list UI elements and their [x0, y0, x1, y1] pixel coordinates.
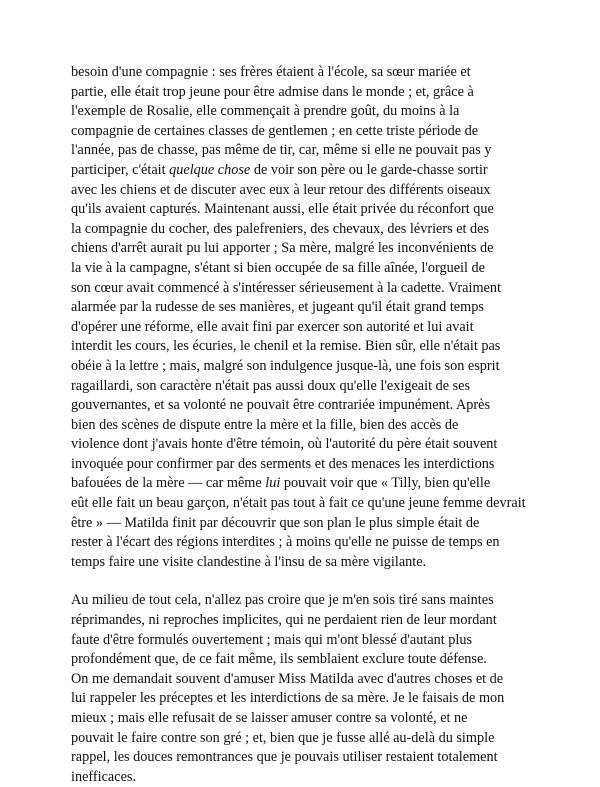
- paragraph-1: [71, 63, 533, 572]
- text-line: temps faire une visite clandestine à l'insu de sa mère vigilante.: [71, 553, 427, 570]
- text-line: pouvait le faire contre son gré ; et, bien que je fusse allé au-delà du simple: [71, 729, 495, 746]
- document-page: [71, 63, 533, 787]
- text-line: On me demandait souvent d'amuser Miss Matilda avec d'autres choses et de: [71, 670, 504, 687]
- text-line: Au milieu de tout cela, n'allez pas croire que je m'en sois tiré sans maintes: [71, 592, 494, 609]
- text-line: eût elle fait un beau garçon, n'était pas tout à fait ce qu'une jeune femme devrait: [71, 495, 526, 512]
- emphasis-text: lui: [265, 475, 281, 492]
- text-line: chiens d'arrêt aurait pu lui apporter ; Sa mère, malgré les inconvénients de: [71, 240, 494, 257]
- text-line: gouvernantes, et sa volonté ne pouvait être contrariée impunément. Après: [71, 397, 491, 414]
- text-line: alarmée par la rudesse de ses manières, et jugeant qu'il était grand temps: [71, 299, 484, 316]
- text-line: rester à l'écart des régions interdites ; à moins qu'elle ne puisse de temps en: [71, 534, 500, 551]
- text-line: bien des scènes de dispute entre la mère et la fille, bien des accès de: [71, 416, 459, 433]
- text-line: besoin d'une compagnie : ses frères étaient à l'école, sa sœur mariée et: [71, 64, 471, 80]
- text-line: ragaillardi, son caractère n'était pas aussi doux qu'elle l'exigeait de ses: [71, 377, 471, 394]
- text-line: [71, 162, 488, 178]
- text-line: interdit les cours, les écuries, le chenil et la remise. Bien sûr, elle n'était pas: [71, 338, 501, 355]
- text-line: rappel, les douces remontrances que je pouvais utiliser restaient totalement: [71, 749, 498, 766]
- text-line: profondément que, de ce fait même, ils semblaient exclure toute défense.: [71, 651, 487, 668]
- text-segment: bafouées de la mère — car même: [71, 475, 266, 492]
- text-line: mieux ; mais elle refusait de se laisser amuser contre sa volonté, et ne: [71, 710, 468, 726]
- text-line: réprimandes, ni reproches implicites, qui ne perdaient rien de leur mordant: [71, 612, 497, 629]
- text-line: [71, 475, 490, 491]
- text-line: la vie à la campagne, s'étant si bien occupée de sa fille aînée, l'orgueil de: [71, 259, 485, 276]
- text-line: d'opérer une réforme, elle avait fini par exercer son autorité et lui avait: [71, 318, 474, 335]
- text-line: la compagnie du cocher, des palefreniers, des chevaux, des lévriers et des: [71, 220, 490, 237]
- emphasis-text: quelque chose: [169, 161, 251, 178]
- text-line: l'année, pas de chasse, pas même de tir, car, même si elle ne pouvait pas y: [71, 142, 492, 159]
- text-line: qu'ils avaient capturés. Maintenant aussi, elle était privée du réconfort que: [71, 201, 494, 218]
- text-line: l'exemple de Rosalie, elle commençait à prendre goût, du moins à la: [71, 103, 460, 120]
- text-line: violence dont j'avais honte d'être témoin, où l'autorité du père était souvent: [71, 436, 498, 453]
- text-line: invoquée pour confirmer par des serments et des menaces les interdictions: [71, 455, 495, 472]
- text-line: avec les chiens et de discuter avec eux à leur retour des différents oiseaux: [71, 181, 491, 198]
- text-segment: participer, c'était: [71, 161, 170, 178]
- text-line: lui rappeler les préceptes et les interdictions de sa mère. Je le faisais de mon: [71, 690, 505, 707]
- text-line: compagnie de certaines classes de gentlemen ; en cette triste période de: [71, 122, 479, 139]
- text-segment: pouvait voir que « Tilly, bien qu'elle: [280, 475, 491, 492]
- text-line: obéie à la lettre ; mais, malgré son indulgence jusque-là, une fois son esprit: [71, 357, 500, 374]
- paragraph-2: [71, 591, 533, 787]
- text-line: partie, elle était trop jeune pour être admise dans le monde ; et, grâce à: [71, 83, 474, 100]
- text-line: faute d'être formulés ouvertement ; mais qui m'ont blessé d'autant plus: [71, 631, 473, 648]
- text-line: inefficaces.: [71, 768, 137, 785]
- text-segment: de voir son père ou le garde-chasse sortir: [250, 161, 488, 178]
- text-line: son cœur avait commencé à s'intéresser sérieusement à la cadette. Vraiment: [71, 279, 501, 296]
- text-line: être » — Matilda finit par découvrir que son plan le plus simple était de: [71, 514, 480, 531]
